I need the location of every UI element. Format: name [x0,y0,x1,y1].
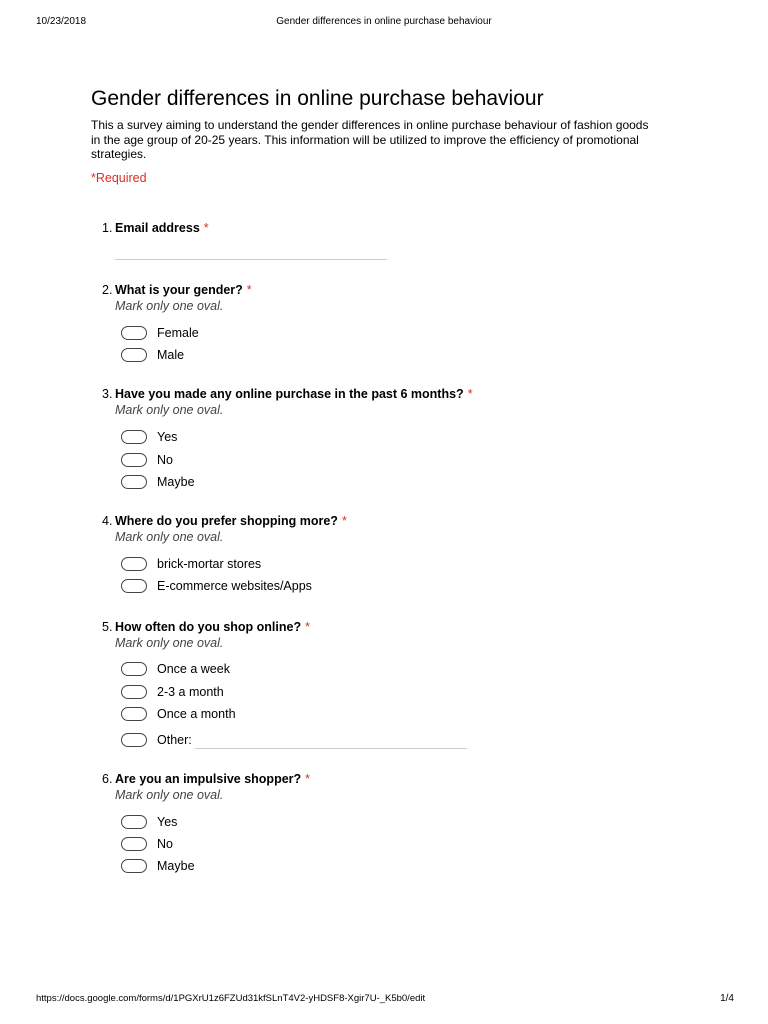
question-text: Have you made any online purchase in the past 6 months? * [115,387,473,401]
question-number: 2. [102,283,113,297]
form-description: This a survey aiming to understand the gender differences in online purchase behaviour of fashion goods in the age group of 20-25 years. This information will be utilized to improve the efficiency of promotional strategies. [91,118,649,161]
question-number: 3. [102,387,113,401]
required-star: * [246,283,252,297]
radio-oval[interactable] [121,707,147,721]
required-star: * [305,620,310,634]
question-number: 6. [102,772,113,786]
option-label: brick-mortar stores [157,557,262,571]
question-text: How often do you shop online? * [115,620,310,634]
option-other[interactable] [121,733,521,749]
question-number: 4. [102,514,113,528]
option-label: No [157,837,173,851]
required-note: *Required [91,171,147,185]
question-text: Are you an impulsive shopper? * [115,772,311,786]
question-help: Mark only one oval. [115,530,224,544]
question-help: Mark only one oval. [115,299,224,313]
option-label: Yes [157,430,178,444]
radio-oval[interactable] [121,475,147,489]
option-maybe[interactable] [121,475,521,491]
radio-oval[interactable] [121,733,147,747]
option-label: Once a week [157,662,230,676]
print-header-title: Gender differences in online purchase behaviour [276,16,492,27]
option-label: Yes [157,815,178,829]
print-footer-url: https://docs.google.com/forms/d/1PGXrU1z6FZUd31kfSLnT4V2-yHDSF8-Xgir7U-_K5b0/edit [36,993,426,1004]
form-title: Gender differences in online purchase behaviour [91,87,544,110]
option-label: 2-3 a month [157,685,224,699]
required-star: * [341,514,347,528]
option-2-3-a-month[interactable] [121,685,521,701]
other-text-input[interactable] [195,748,467,749]
option-no[interactable] [121,837,521,853]
radio-oval[interactable] [121,859,147,873]
option-male[interactable] [121,348,521,364]
option-brick-mortar[interactable] [121,557,521,573]
required-star: * [467,387,473,401]
option-ecommerce[interactable] [121,579,521,595]
radio-oval[interactable] [121,348,147,362]
option-label: Female [157,326,199,340]
option-yes[interactable] [121,430,521,446]
option-once-a-month[interactable] [121,707,521,723]
option-label: E-commerce websites/Apps [157,579,312,593]
print-date: 10/23/2018 [36,16,87,27]
page-number: 1/4 [720,993,734,1004]
radio-oval[interactable] [121,685,147,699]
radio-oval[interactable] [121,557,147,571]
radio-oval[interactable] [121,326,147,340]
option-female[interactable] [121,326,521,342]
question-number: 5. [102,620,113,634]
option-label: Once a month [157,707,236,721]
question-text: Where do you prefer shopping more? * [115,514,347,528]
option-maybe[interactable] [121,859,521,875]
question-text: What is your gender? * [115,283,252,297]
required-star: * [203,221,209,235]
email-input[interactable] [115,259,387,260]
option-yes[interactable] [121,815,521,831]
question-number: 1. [102,221,113,235]
question-text: Email address * [115,221,209,235]
radio-oval[interactable] [121,453,147,467]
required-star: * [305,772,311,786]
radio-oval[interactable] [121,815,147,829]
radio-oval[interactable] [121,662,147,676]
question-help: Mark only one oval. [115,403,224,417]
option-label: Maybe [157,475,195,489]
option-once-a-week[interactable] [121,662,521,678]
question-help: Mark only one oval. [115,788,224,802]
radio-oval[interactable] [121,579,147,593]
option-label: Male [157,348,185,362]
radio-oval[interactable] [121,837,147,851]
option-label: Maybe [157,859,195,873]
option-no[interactable] [121,453,521,469]
option-label: No [157,453,173,467]
question-help: Mark only one oval. [115,636,224,650]
option-label: Other: [157,733,192,747]
radio-oval[interactable] [121,430,147,444]
